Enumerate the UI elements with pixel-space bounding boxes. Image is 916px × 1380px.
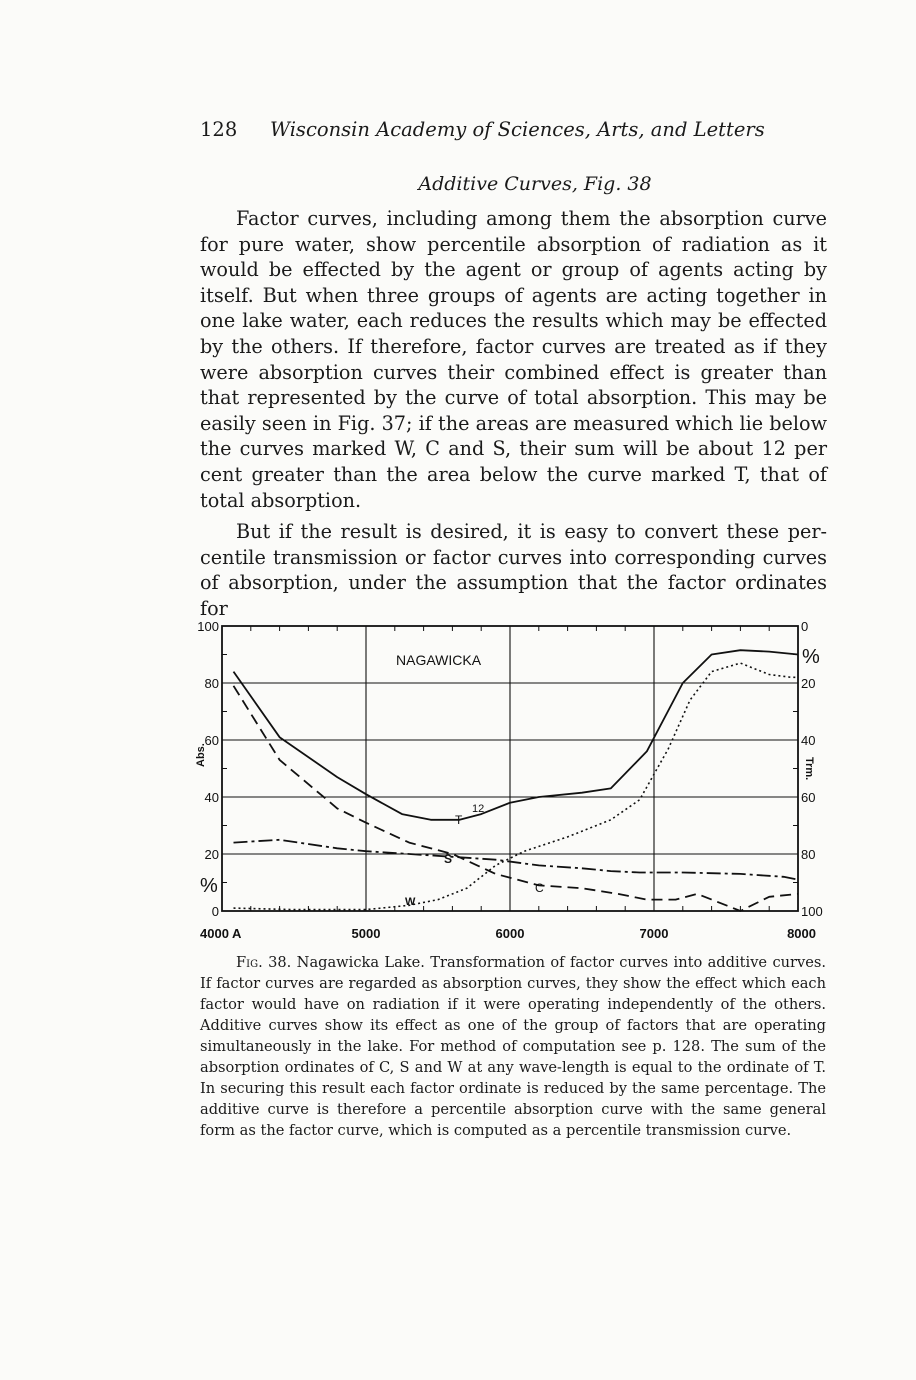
- percent-left: %: [200, 875, 218, 897]
- percent-right: %: [802, 646, 820, 668]
- series-line-s: [234, 840, 799, 880]
- y-tick-label-left: 20: [204, 847, 219, 862]
- chart-grid: [222, 626, 798, 911]
- x-tick-label: 4000 A: [200, 926, 242, 941]
- y-tick-label-right: 0: [801, 619, 809, 634]
- figure-38: [190, 615, 830, 945]
- paragraph-2: But if the result is desired, it is easy to convert these percentile transmission or factor curves into corresponding curves of absorption, under the assumption that the factor ordinates for: [200, 520, 827, 620]
- y-tick-label-left: 40: [204, 790, 219, 805]
- x-tick-label: 5000: [351, 926, 381, 941]
- x-tick-label: 8000: [787, 926, 816, 941]
- paragraph-1: Factor curves, including among them the absorption curve for pure water, show percentile absorption of radiation as it would be effected by the agent or group of agents acting by itself. But when three groups of agents are acting together in one lake water, each reduces the results which may be effected by the others. If therefore, factor curves are treated as if they were absorption curves their combined effect is greater than that represented by the curve of total absorption. This may be easily seen in Fig. 37; if the areas are measured which lie below the curves marked W, C and S, their sum will be about 12 per cent greater than the area below the curve marked T, that of total absorption.: [200, 207, 827, 512]
- label-c: C: [535, 881, 544, 895]
- label-w: W: [405, 896, 416, 908]
- y-tick-label-right: 100: [801, 904, 823, 919]
- y-tick-label-left: 80: [204, 676, 219, 691]
- lake-label: NAGAWICKA: [396, 652, 482, 668]
- chart-ticks: [195, 619, 823, 941]
- label-s: S: [444, 852, 453, 866]
- y-tick-label-left: 0: [211, 904, 219, 919]
- figure-caption: [200, 952, 826, 1141]
- y-tick-label-right: 20: [801, 676, 816, 691]
- x-tick-label: 6000: [495, 926, 525, 941]
- label-t: T: [455, 813, 463, 827]
- y-tick-label-right: 60: [801, 790, 816, 805]
- nagawicka-chart: [190, 615, 830, 945]
- series-line-t: [234, 650, 799, 820]
- y-tick-label-right: 80: [801, 847, 816, 862]
- right-axis-label: Trm.: [803, 757, 815, 781]
- page-number: 128: [200, 118, 238, 141]
- body-text: [200, 206, 827, 622]
- y-tick-label-left: 60: [204, 733, 219, 748]
- journal-title: Wisconsin Academy of Sciences, Arts, and Letters: [270, 118, 765, 141]
- y-tick-label-right: 40: [801, 733, 816, 748]
- series-line-c: [234, 686, 799, 911]
- y-tick-label-left: 100: [197, 619, 219, 634]
- section-title: Additive Curves, Fig. 38: [418, 173, 652, 195]
- chart-series: [234, 650, 799, 911]
- left-axis-label: Abs.: [195, 743, 207, 767]
- page-header: [200, 118, 830, 141]
- label-twelve: 12: [472, 803, 485, 815]
- caption-text: Nagawicka Lake. Transformation of factor curves into additive curves. If factor curves are regarded as absorption curves, they show the effect which each factor would have on radiation if it were operating independently of the others. Additive curves show its effect as one of the group of factors that are operating simultaneously in the lake. For method of computation see p. 128. The sum of the absorption ordinates of C, S and W at any wave-length is equal to the ordinate of T. In securing this result each factor ordinate is reduced by the same percentage. The additive curve is therefore a percentile absorption curve with the same general form as the factor curve, which is computed as a percentile transmission curve.: [200, 954, 827, 1139]
- x-tick-label: 7000: [639, 926, 669, 941]
- caption-label: Fig. 38.: [236, 954, 292, 971]
